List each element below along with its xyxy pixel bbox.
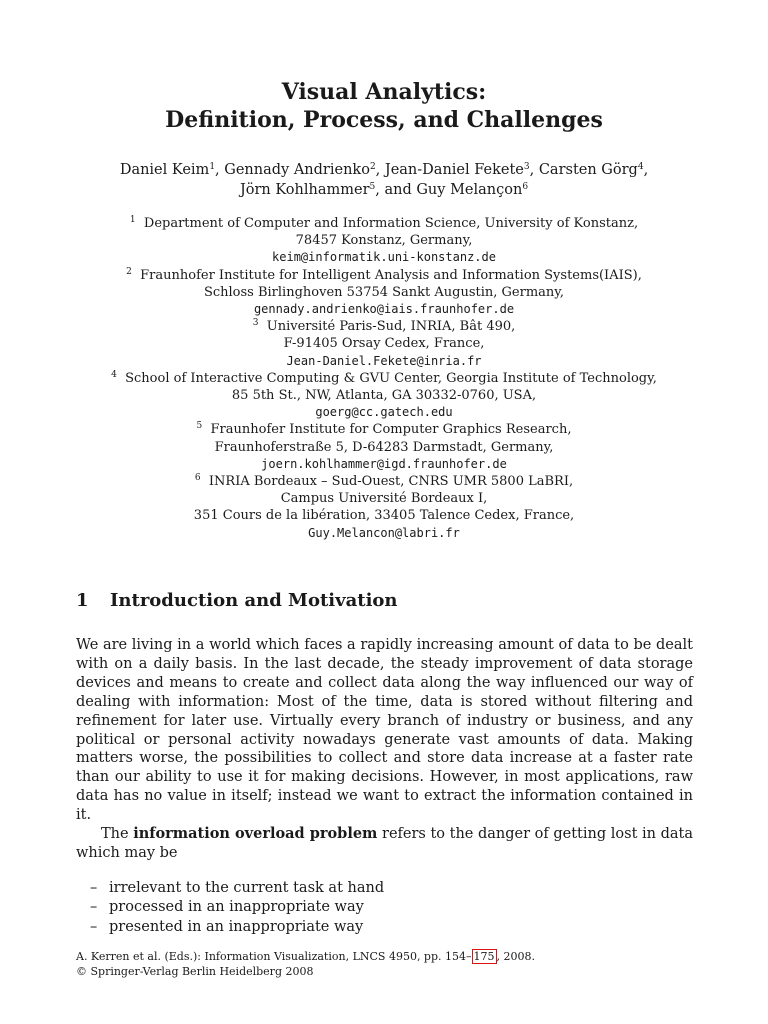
affiliation-email[interactable]: keim@informatik.uni-konstanz.de	[272, 250, 496, 265]
footer-line-2: © Springer-Verlag Berlin Heidelberg 2008	[76, 964, 314, 978]
affiliation-line: 351 Cours de la libération, 33405 Talence Cedex, France,	[193, 508, 575, 524]
affiliations	[0, 215, 768, 542]
affiliation-line: 78457 Konstanz, Germany,	[295, 233, 473, 249]
dash-icon: –	[90, 899, 98, 916]
affiliation-email[interactable]: goerg@cc.gatech.edu	[315, 405, 453, 420]
list-item-text: presented in an inappropriate way	[109, 919, 364, 936]
affiliation-line: Schloss Birlinghoven 53754 Sankt Augustin, Germany,	[203, 284, 565, 300]
paragraph-2-post: refers to the danger of getting lost in data which may be	[76, 826, 693, 861]
section-title: Introduction and Motivation	[110, 590, 398, 611]
author-name: Daniel Keim	[119, 162, 210, 178]
affiliation-1	[0, 215, 768, 267]
author-sup: 6	[522, 182, 529, 192]
affiliation-sup: 1	[129, 215, 136, 225]
title-line-1: Visual Analytics:	[281, 79, 487, 105]
author-list	[0, 160, 768, 200]
affiliation-line: Fraunhoferstraße 5, D-64283 Darmstadt, Germany,	[214, 439, 554, 455]
footer-text: A. Kerren et al. (Eds.): Information Visualization, LNCS 4950, pp. 154–	[76, 950, 472, 963]
affiliation-sup: 4	[111, 369, 117, 380]
footer-text: , 2008.	[496, 950, 535, 963]
paragraph-2	[76, 825, 693, 863]
affiliation-line: INRIA Bordeaux – Sud-Ouest, CNRS UMR 5800 LaBRI,	[208, 474, 574, 490]
author-line-2: Jörn Kohlhammer$^5$, and Guy Melançon$^6$	[239, 182, 529, 198]
author-name: Jean-Daniel Fekete	[384, 162, 524, 178]
paragraph-2-pre: The	[101, 826, 134, 843]
list-item-text: irrelevant to the current task at hand	[109, 879, 385, 896]
affiliation-email[interactable]: gennady.andrienko@iais.fraunhofer.de	[253, 302, 515, 317]
footer-citation	[76, 950, 535, 979]
author-sup: 1	[209, 162, 216, 172]
affiliation-sup: 5	[196, 421, 203, 432]
affiliation-5	[0, 421, 768, 473]
author-name: Gennady Andrienko	[224, 162, 370, 178]
affiliation-email[interactable]: Guy.Melancon@labri.fr	[308, 525, 460, 540]
author-sup: 2	[369, 162, 376, 172]
title-line-2: Definition, Process, and Challenges	[165, 107, 603, 133]
paragraph-1: We are living in a world which faces a rapidly increasing amount of data to be dealt with on a daily basis. In the last decade, the steady improvement of data storage devices and means to create and collect data along the way influenced our way of dealing with information: Most of the time, data is stored without filtering and refinement for later use. Virtually every branch of industry or business, and any political or personal activity nowadays generate vast amounts of data. Making matters worse, the possibilities to collect and store data increase at a faster rate than our ability to use it for making decisions. However, in most applications, raw data has no value in itself; instead we want to extract the information contained in it.	[76, 637, 693, 824]
affiliation-sup: 3	[252, 318, 259, 329]
list-item	[90, 918, 693, 938]
paper-title	[0, 78, 768, 134]
author-sup: 4	[637, 162, 644, 172]
list-item	[90, 879, 693, 899]
dash-icon: –	[90, 879, 98, 896]
author-name: Carsten Görg	[538, 162, 638, 178]
affiliation-line: School of Interactive Computing & GVU Center, Georgia Institute of Technology,	[125, 370, 657, 386]
body-text	[76, 636, 693, 938]
paragraph-2-bold: information overload problem	[133, 825, 378, 843]
author-line-1: Daniel Keim$^1$, Gennady Andrienko$^2$, Jean-Daniel Fekete$^3$, Carsten Görg$^4$,	[119, 162, 649, 178]
affiliation-sup: 2	[126, 266, 132, 277]
affiliation-line: Fraunhofer Institute for Computer Graphics Research,	[210, 422, 572, 438]
section-heading	[76, 590, 398, 611]
affiliation-6	[0, 473, 768, 542]
author-name: Guy Melançon	[416, 182, 523, 198]
author-name: Jörn Kohlhammer	[239, 182, 370, 198]
list-item-text: processed in an inappropriate way	[109, 899, 364, 916]
affiliation-line: F-91405 Orsay Cedex, France,	[283, 336, 485, 352]
author-sup: 3	[523, 162, 530, 172]
dash-icon: –	[90, 919, 98, 936]
affiliation-4	[0, 370, 768, 422]
affiliation-line: Université Paris-Sud, INRIA, Bât 490,	[266, 319, 516, 335]
affiliation-email[interactable]: Jean-Daniel.Fekete@inria.fr	[286, 353, 482, 368]
affiliation-line: Department of Computer and Information Science, University of Konstanz,	[143, 216, 639, 231]
section-number: 1	[76, 590, 89, 611]
affiliation-2	[0, 267, 768, 319]
affiliation-line: 85 5th St., NW, Atlanta, GA 30332-0760, USA,	[231, 388, 537, 404]
bullet-list	[76, 879, 693, 938]
footer-line-1	[76, 950, 535, 965]
affiliation-email[interactable]: joern.kohlhammer@igd.fraunhofer.de	[261, 456, 507, 471]
affiliation-line: Fraunhofer Institute for Intelligent Analysis and Information Systems(IAIS),	[140, 267, 642, 283]
author-sup: 5	[369, 182, 376, 192]
affiliation-3	[0, 318, 768, 370]
page-link[interactable]: 175	[473, 950, 495, 963]
list-item	[90, 898, 693, 918]
affiliation-line: Campus Université Bordeaux I,	[280, 491, 488, 507]
affiliation-sup: 6	[194, 473, 201, 484]
